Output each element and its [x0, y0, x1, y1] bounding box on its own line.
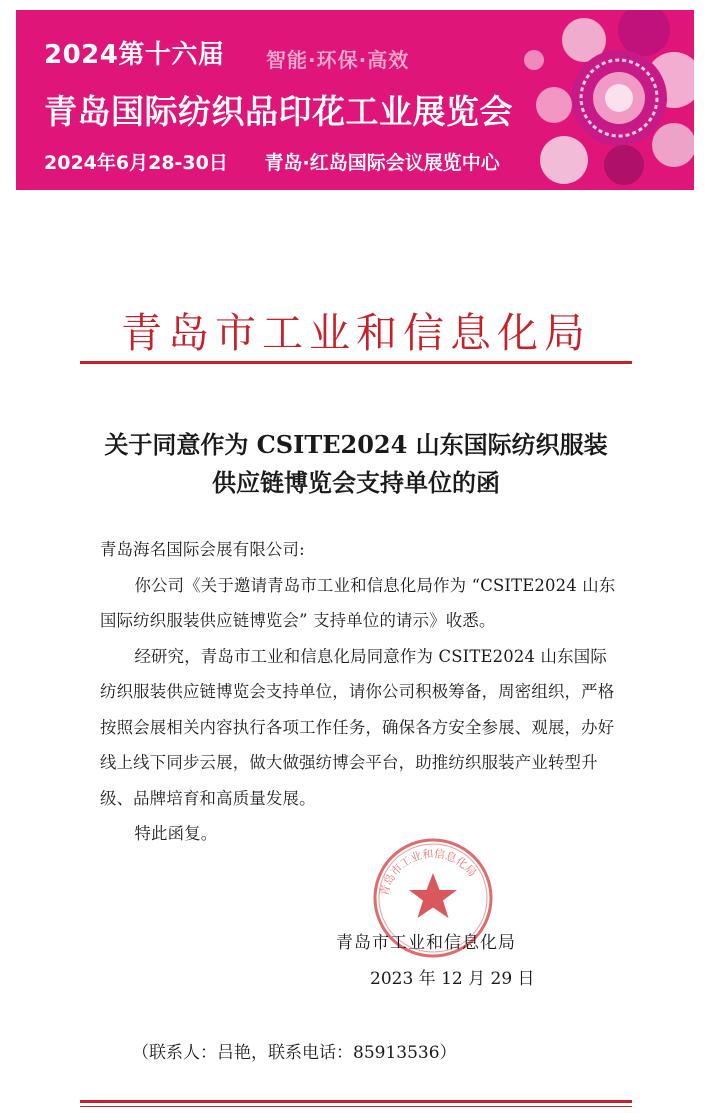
footer-divider — [80, 1100, 632, 1103]
banner-date: 2024年6月28-30日 — [44, 152, 228, 174]
banner-edition: 2024第十六届 — [44, 40, 225, 70]
exhibition-banner — [16, 10, 694, 190]
banner-slogan: 智能·环保·高效 — [266, 48, 410, 72]
closing-line: 特此函复。 — [134, 824, 218, 843]
signature-agency: 青岛市工业和信息化局 — [336, 933, 516, 953]
document-title — [0, 426, 712, 502]
footer-divider-thin — [80, 1106, 632, 1107]
banner-venue: 青岛·红岛国际会议展览中心 — [264, 152, 500, 174]
letter-date: 2023 年 12 月 29 日 — [370, 969, 535, 989]
svg-text:青岛市工业和信息化局: 青岛市工业和信息化局 — [377, 847, 479, 898]
banner-date-venue — [44, 148, 500, 175]
salutation: 青岛海名国际会展有限公司: — [100, 540, 305, 559]
document-title-line1: 关于同意作为 CSITE2024 山东国际纺织服装 — [104, 430, 608, 459]
letterhead-divider — [80, 361, 632, 364]
banner-title: 青岛国际纺织品印花工业展览会 — [44, 92, 513, 131]
paragraph-request: 你公司《关于邀请青岛市工业和信息化局作为 “CSITE2024 山东国际纺织服装供应链博览会” 支持单位的请示》收悉。 — [100, 575, 616, 630]
document-title-line2: 供应链博览会支持单位的函 — [212, 468, 500, 497]
decorative-pattern-icon — [524, 10, 694, 190]
contact-info: （联系人：吕艳，联系电话：85913536） — [132, 1043, 457, 1063]
letter-body — [100, 532, 620, 852]
agency-letterhead: 青岛市工业和信息化局 — [121, 309, 591, 357]
paragraph-approval: 经研究，青岛市工业和信息化局同意作为 CSITE2024 山东国际纺织服装供应链博览会支持单位，请你公司积极筹备，周密组织，严格按照会展相关内容执行各项工作任务，确保各方安全参展、观展，办好线上线下同步云展，做大做强纺博会平台，助推纺织服装产业转型升级、品牌培育和高质量发展。 — [100, 646, 615, 808]
